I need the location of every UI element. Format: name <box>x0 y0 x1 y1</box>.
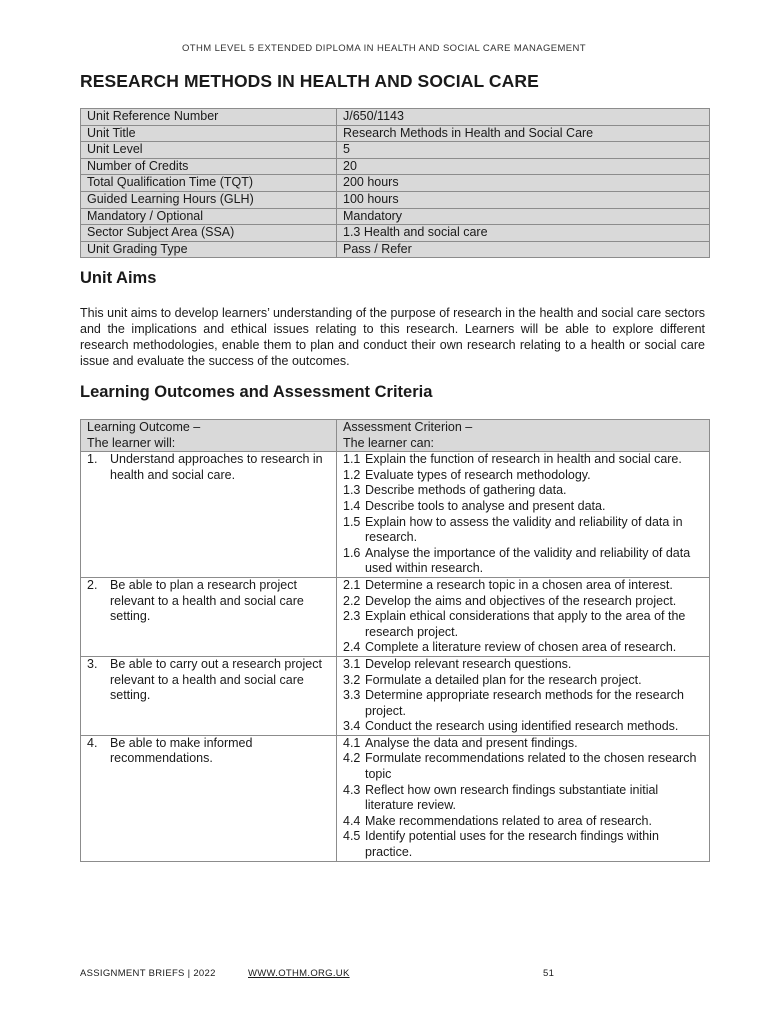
criterion-text: Complete a literature review of chosen area of research. <box>365 640 677 655</box>
criterion-text: Explain how to assess the validity and reliability of data in research. <box>365 514 683 545</box>
criterion-text: Analyse the data and present findings. <box>365 735 578 750</box>
lo-header-line1: Learning Outcome – <box>87 420 201 434</box>
assessment-criterion <box>343 829 705 860</box>
criterion-text: Explain ethical considerations that apply to the area of the research project. <box>365 609 686 639</box>
criterion-text: Explain the function of research in health and social care. <box>365 452 682 467</box>
learning-outcome-cell <box>81 452 337 578</box>
assessment-criterion <box>343 688 705 719</box>
criterion-number: 1.4 <box>343 498 361 513</box>
assessment-criteria-cell <box>337 735 710 861</box>
unit-info-value: 100 hours <box>337 191 710 208</box>
criterion-text: Identify potential uses for the research findings within practice. <box>365 829 659 860</box>
learning-outcomes-heading: Learning Outcomes and Assessment Criteria <box>80 383 433 401</box>
learning-outcome <box>87 736 332 767</box>
unit-info-row <box>81 175 710 192</box>
ac-header-line1: Assessment Criterion – <box>343 420 473 434</box>
running-header: OTHM LEVEL 5 EXTENDED DIPLOMA IN HEALTH AND SOCIAL CARE MANAGEMENT <box>181 43 586 54</box>
assessment-criterion <box>343 515 705 546</box>
learning-outcome-number: 4. <box>87 735 98 750</box>
page-number: 51 <box>543 968 555 979</box>
unit-info-label: Sector Subject Area (SSA) <box>81 225 337 242</box>
learning-outcome-row <box>81 735 710 861</box>
learning-outcome <box>87 578 332 625</box>
criterion-number: 1.1 <box>343 452 361 467</box>
unit-info-label: Unit Level <box>81 142 337 159</box>
criterion-number: 3.4 <box>343 719 361 734</box>
assessment-criterion <box>343 468 705 484</box>
unit-info-label: Total Qualification Time (TQT) <box>81 175 337 192</box>
ac-header-line2: The learner can: <box>343 435 435 450</box>
criterion-text: Determine appropriate research methods for the research project. <box>365 688 684 718</box>
assessment-criterion <box>343 499 705 515</box>
criterion-number: 4.3 <box>343 782 361 797</box>
learning-outcome <box>87 657 332 704</box>
criterion-text: Make recommendations related to area of research. <box>365 813 652 828</box>
unit-info-row <box>81 125 710 142</box>
assessment-criterion <box>343 814 705 830</box>
assessment-criteria-cell <box>337 452 710 578</box>
learning-outcome-cell <box>81 577 337 656</box>
criterion-number: 3.3 <box>343 688 361 703</box>
criterion-number: 4.5 <box>343 829 361 844</box>
assessment-criteria-cell <box>337 577 710 656</box>
lo-header-line2: The learner will: <box>87 435 176 450</box>
learning-outcome-number: 2. <box>87 577 98 592</box>
unit-info-row <box>81 191 710 208</box>
assessment-criterion <box>343 640 705 656</box>
learning-outcome-row <box>81 656 710 735</box>
criterion-text: Reflect how own research findings substantiate initial literature review. <box>365 782 659 813</box>
assessment-criterion <box>343 578 705 594</box>
assessment-criterion <box>343 751 705 782</box>
unit-info-label: Mandatory / Optional <box>81 208 337 225</box>
unit-info-row <box>81 142 710 159</box>
criterion-number: 1.6 <box>343 545 361 560</box>
learning-outcome-text: Be able to plan a research project relevant to a health and social care setting. <box>110 577 304 624</box>
assessment-criterion <box>343 736 705 752</box>
unit-info-row <box>81 208 710 225</box>
assessment-criterion <box>343 719 705 735</box>
unit-info-label: Unit Reference Number <box>81 109 337 126</box>
ac-column-header <box>337 420 710 452</box>
learning-outcome-text: Be able to make informed recommendations. <box>110 735 253 766</box>
unit-info-value: 1.3 Health and social care <box>337 225 710 242</box>
unit-info-value: J/650/1143 <box>337 109 710 126</box>
lo-column-header <box>81 420 337 452</box>
criterion-text: Formulate recommendations related to the chosen research topic <box>365 751 697 782</box>
criterion-number: 2.1 <box>343 577 361 592</box>
criterion-text: Formulate a detailed plan for the research project. <box>365 672 642 687</box>
criterion-number: 2.4 <box>343 640 361 655</box>
criterion-text: Determine a research topic in a chosen area of interest. <box>365 577 673 592</box>
footer-website-link[interactable]: WWW.OTHM.ORG.UK <box>248 968 350 979</box>
unit-info-value: Pass / Refer <box>337 241 710 258</box>
unit-info-row <box>81 158 710 175</box>
unit-info-row <box>81 109 710 126</box>
unit-info-label: Guided Learning Hours (GLH) <box>81 191 337 208</box>
assessment-criterion <box>343 594 705 610</box>
learning-outcome-row <box>81 577 710 656</box>
criterion-text: Develop relevant research questions. <box>365 656 572 671</box>
criterion-text: Evaluate types of research methodology. <box>365 467 591 482</box>
assessment-criterion <box>343 452 705 468</box>
lo-table-header-row <box>81 420 710 452</box>
criterion-number: 2.3 <box>343 609 361 624</box>
page-footer <box>80 968 710 982</box>
footer-label: ASSIGNMENT BRIEFS | 2022 <box>80 968 216 979</box>
unit-info-label: Unit Grading Type <box>81 241 337 258</box>
criterion-number: 2.2 <box>343 593 361 608</box>
assessment-criterion <box>343 483 705 499</box>
learning-outcomes-table <box>80 419 710 862</box>
criterion-number: 1.2 <box>343 467 361 482</box>
criterion-text: Describe methods of gathering data. <box>365 483 567 498</box>
unit-info-label: Number of Credits <box>81 158 337 175</box>
assessment-criterion <box>343 657 705 673</box>
unit-info-value: 20 <box>337 158 710 175</box>
unit-aims-heading: Unit Aims <box>80 269 157 287</box>
assessment-criterion <box>343 673 705 689</box>
page-title: RESEARCH METHODS IN HEALTH AND SOCIAL CARE <box>80 71 539 91</box>
unit-info-value: 5 <box>337 142 710 159</box>
criterion-number: 1.5 <box>343 514 361 529</box>
assessment-criterion <box>343 609 705 640</box>
unit-aims-text: This unit aims to develop learners’ understanding of the purpose of research in the health and social care sectors and the implications and ethical issues relating to this research. Learners will be able to explore different research methodologies, enable them to plan and conduct their own research relating to a health or social care issue and evaluate the success of the outcomes. <box>80 306 705 368</box>
learning-outcome-row <box>81 452 710 578</box>
criterion-number: 4.1 <box>343 735 361 750</box>
unit-info-table <box>80 108 710 258</box>
criterion-number: 1.3 <box>343 483 361 498</box>
criterion-number: 4.4 <box>343 813 361 828</box>
unit-info-row <box>81 225 710 242</box>
learning-outcome-cell <box>81 656 337 735</box>
unit-info-row <box>81 241 710 258</box>
unit-info-label: Unit Title <box>81 125 337 142</box>
criterion-number: 3.2 <box>343 672 361 687</box>
criterion-number: 4.2 <box>343 751 361 766</box>
learning-outcome <box>87 452 332 483</box>
criterion-text: Describe tools to analyse and present data. <box>365 498 606 513</box>
assessment-criterion <box>343 783 705 814</box>
unit-info-value: Research Methods in Health and Social Care <box>337 125 710 142</box>
learning-outcome-number: 3. <box>87 656 98 671</box>
unit-info-value: 200 hours <box>337 175 710 192</box>
learning-outcome-number: 1. <box>87 452 98 467</box>
criterion-text: Conduct the research using identified research methods. <box>365 719 679 734</box>
assessment-criterion <box>343 546 705 577</box>
learning-outcome-cell <box>81 735 337 861</box>
learning-outcome-text: Be able to carry out a research project relevant to a health and social care setting. <box>110 656 322 703</box>
learning-outcome-text: Understand approaches to research in health and social care. <box>110 452 323 482</box>
criterion-text: Develop the aims and objectives of the research project. <box>365 593 677 608</box>
criterion-number: 3.1 <box>343 656 361 671</box>
criterion-text: Analyse the importance of the validity and reliability of data used within research. <box>365 545 691 576</box>
unit-info-value: Mandatory <box>337 208 710 225</box>
assessment-criteria-cell <box>337 656 710 735</box>
